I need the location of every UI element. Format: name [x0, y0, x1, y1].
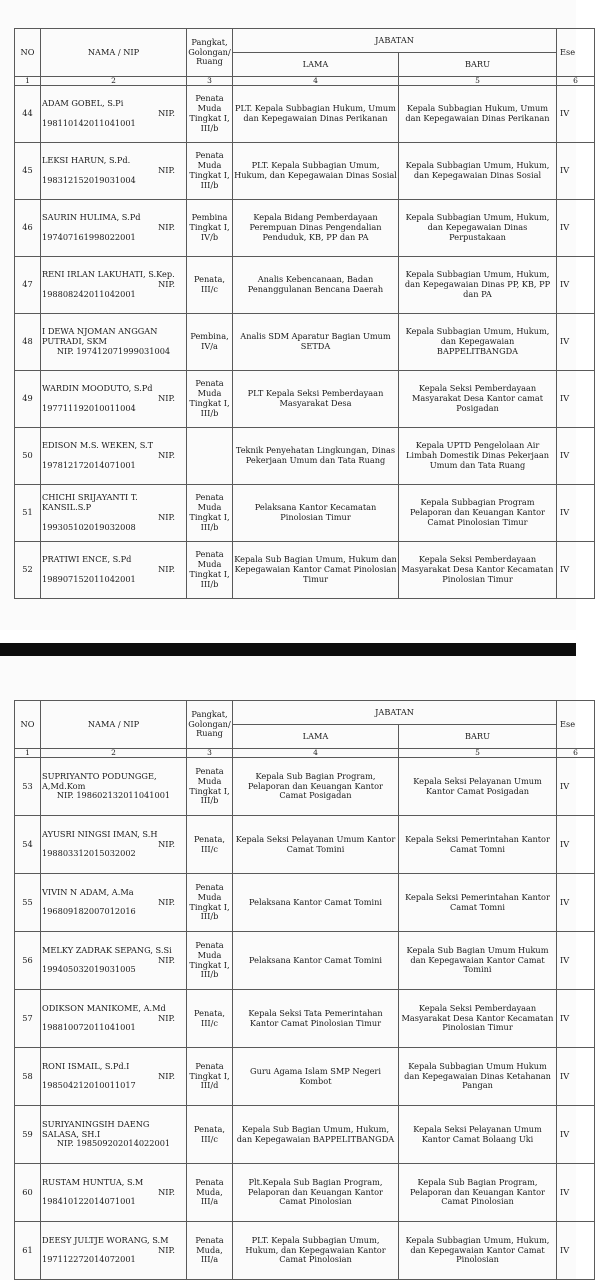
eselon-cell: IV: [557, 874, 595, 932]
old-position-cell: Pelaksana Kantor Kecamatan Pinolosian Timur: [233, 485, 399, 542]
header-no: NO: [15, 29, 41, 77]
old-position-cell: Kepala Sub Bagian Umum, Hukum dan Kepegawaian Kantor Camat Pinolosian Timur: [233, 542, 399, 599]
header-nama-nip: NAMA / NIP: [41, 29, 187, 77]
rank-cell: Penata Muda Tingkat I, III/b: [187, 542, 233, 599]
column-number: 6: [557, 749, 595, 758]
table-row: [15, 428, 595, 485]
eselon-cell: IV: [557, 485, 595, 542]
name-nip-cell: [41, 257, 187, 314]
table-body: [15, 758, 595, 1280]
nip-number: 199405032019031005: [42, 964, 136, 975]
eselon-cell: IV: [557, 542, 595, 599]
rank-cell: Penata, III/c: [187, 1106, 233, 1164]
row-number: 45: [15, 143, 41, 200]
nip-label: NIP.: [158, 512, 175, 522]
nip-label: NIP.: [158, 838, 175, 849]
nip-number: 198110142011041001: [42, 117, 136, 128]
table-row: [15, 143, 595, 200]
table-row: [15, 990, 595, 1048]
rank-cell: Penata Muda Tingkat I, III/b: [187, 143, 233, 200]
new-position-cell: Kepala Seksi Pemerintahan Kantor Camat Tomni: [399, 874, 557, 932]
name-nip-cell: [41, 1048, 187, 1106]
table-row: [15, 758, 595, 816]
eselon-cell: IV: [557, 1222, 595, 1280]
column-number: 1: [15, 749, 41, 758]
name-nip-cell: [41, 874, 187, 932]
new-position-cell: Kepala Sub Bagian Umum Hukum dan Kepegawaian Kantor Camat Tomini: [399, 932, 557, 990]
nip-number: 197112272014072001: [42, 1254, 136, 1265]
old-position-cell: Pelaksana Kantor Camat Tomini: [233, 874, 399, 932]
row-number: 55: [15, 874, 41, 932]
table-row: [15, 314, 595, 371]
new-position-cell: Kepala Subbagian Hukum, Umum dan Kepegawaian Dinas Perikanan: [399, 86, 557, 143]
header-eselon: Ese: [557, 29, 595, 77]
nip-label: NIP. 197412071999031004: [56, 345, 171, 356]
nip-label: NIP.: [158, 564, 175, 575]
header-baru: BARU: [399, 725, 557, 749]
new-position-cell: Kepala Subbagian Umum Hukum dan Kepegawaian Dinas Ketahanan Pangan: [399, 1048, 557, 1106]
nip-label: NIP.: [158, 165, 175, 176]
old-position-cell: PLT. Kepala Subbagian Umum, Hukum, dan Kepegawaian Kantor Camat Pinolosian: [233, 1222, 399, 1280]
nip-number: 198808242011042001: [42, 288, 136, 299]
nip-label: NIP.: [158, 1244, 175, 1255]
eselon-cell: IV: [557, 816, 595, 874]
rank-cell: Penata Muda Tingkat I, III/b: [187, 874, 233, 932]
header-lama: LAMA: [233, 53, 399, 77]
employee-name: ADAM GOBEL, S.Pi: [42, 98, 124, 109]
header-pangkat: Pangkat, Golongan/ Ruang: [187, 701, 233, 749]
table-row: [15, 1048, 595, 1106]
employee-name: PRATIWI ENCE, S.Pd: [42, 554, 132, 565]
table-row: [15, 485, 595, 542]
header-baru: BARU: [399, 53, 557, 77]
employee-name: ODIKSON MANIKOME, A.Md: [42, 1002, 166, 1013]
header-lama: LAMA: [233, 725, 399, 749]
rank-cell: Penata, III/c: [187, 990, 233, 1048]
row-number: 56: [15, 932, 41, 990]
eselon-cell: IV: [557, 257, 595, 314]
column-number: 6: [557, 77, 595, 86]
table-row: [15, 371, 595, 428]
personnel-table: [14, 28, 595, 599]
employee-name: RUSTAM HUNTUA, S.M: [42, 1176, 144, 1187]
header-jabatan: JABATAN: [233, 29, 557, 53]
nip-label: NIP.: [158, 1012, 175, 1023]
old-position-cell: PLT Kepala Seksi Pemberdayaan Masyarakat Desa: [233, 371, 399, 428]
rank-cell: Penata Muda, III/a: [187, 1164, 233, 1222]
employee-name: DEESY JULTJE WORANG, S.M: [42, 1234, 169, 1245]
eselon-cell: IV: [557, 1106, 595, 1164]
nip-number: 198810072011041001: [42, 1022, 136, 1033]
employee-name: SURIYANINGSIH DAENG SALASA, SH.I: [42, 1118, 150, 1139]
eselon-cell: IV: [557, 990, 595, 1048]
row-number: 58: [15, 1048, 41, 1106]
employee-name: CHICHI SRIJAYANTI T. KANSIL.S.P: [42, 492, 138, 513]
nip-number: 198312152019031004: [42, 174, 136, 185]
new-position-cell: Kepala Seksi Pelayanan Umum Kantor Camat Bolaang Uki: [399, 1106, 557, 1164]
eselon-cell: IV: [557, 200, 595, 257]
old-position-cell: Analis SDM Aparatur Bagian Umum SETDA: [233, 314, 399, 371]
nip-number: 198504212010011017: [42, 1080, 136, 1091]
column-number: 5: [399, 77, 557, 86]
table-header: [15, 29, 595, 86]
new-position-cell: Kepala Seksi Pemberdayaan Masyarakat Desa Kantor camat Posigadan: [399, 371, 557, 428]
new-position-cell: Kepala Subbagian Umum, Hukum, dan Kepegawaian BAPPELITBANGDA: [399, 314, 557, 371]
employee-name: SUPRIYANTO PODUNGGE, A,Md.Kom: [42, 770, 157, 791]
row-number: 52: [15, 542, 41, 599]
header-eselon: Ese: [557, 701, 595, 749]
nip-number: 196809182007012016: [42, 906, 136, 917]
column-number: 3: [187, 77, 233, 86]
row-number: 49: [15, 371, 41, 428]
employee-name: MELKY ZADRAK SEPANG, S.Si: [42, 944, 172, 955]
rank-cell: Penata Muda Tingkat I, III/b: [187, 86, 233, 143]
column-number: 1: [15, 77, 41, 86]
old-position-cell: Analis Kebencanaan, Badan Penanggulanan Bencana Daerah: [233, 257, 399, 314]
table-header: [15, 701, 595, 758]
new-position-cell: Kepala Subbagian Umum, Hukum, dan Kepegawaian Dinas PP, KB, PP dan PA: [399, 257, 557, 314]
old-position-cell: Pelaksana Kantor Camat Tomini: [233, 932, 399, 990]
old-position-cell: Plt.Kepala Sub Bagian Program, Pelaporan dan Keuangan Kantor Camat Pinolosian: [233, 1164, 399, 1222]
column-number: 4: [233, 749, 399, 758]
eselon-cell: IV: [557, 86, 595, 143]
nip-number: 197812172014071001: [42, 459, 136, 470]
eselon-cell: IV: [557, 428, 595, 485]
eselon-cell: IV: [557, 371, 595, 428]
table-row: [15, 542, 595, 599]
row-number: 54: [15, 816, 41, 874]
page-divider: [0, 643, 576, 656]
nip-label: NIP.: [158, 108, 175, 119]
old-position-cell: PLT. Kepala Subbagian Hukum, Umum dan Kepegawaian Dinas Perikanan: [233, 86, 399, 143]
employee-name: RONI ISMAIL, S.Pd.I: [42, 1060, 130, 1071]
eselon-cell: IV: [557, 1164, 595, 1222]
name-nip-cell: [41, 542, 187, 599]
name-nip-cell: [41, 1164, 187, 1222]
row-number: 48: [15, 314, 41, 371]
row-number: 47: [15, 257, 41, 314]
new-position-cell: Kepala Subbagian Program Pelaporan dan Keuangan Kantor Camat Pinolosian Timur: [399, 485, 557, 542]
old-position-cell: Kepala Seksi Tata Pemerintahan Kantor Camat Pinolosian Timur: [233, 990, 399, 1048]
name-nip-cell: [41, 428, 187, 485]
employee-name: SAURIN HULIMA, S.Pd: [42, 212, 141, 223]
document-page-1: [0, 0, 576, 630]
name-nip-cell: [41, 816, 187, 874]
new-position-cell: Kepala Seksi Pemerintahan Kantor Camat Tomni: [399, 816, 557, 874]
document-page-2: [0, 656, 576, 1280]
table-row: [15, 200, 595, 257]
new-position-cell: Kepala UPTD Pengelolaan Air Limbah Domestik Dinas Pekerjaan Umum dan Tata Ruang: [399, 428, 557, 485]
rank-cell: Penata Muda Tingkat I, III/b: [187, 758, 233, 816]
employee-name: AYUSRI NINGSI IMAN, S.H: [42, 828, 158, 839]
table-row: [15, 1164, 595, 1222]
nip-label: NIP. 198509202014022001: [56, 1138, 171, 1149]
rank-cell: Penata Muda Tingkat I, III/b: [187, 485, 233, 542]
nip-label: NIP.: [158, 393, 175, 404]
rank-cell: Penata Muda Tingkat I, III/b: [187, 932, 233, 990]
old-position-cell: Kepala Bidang Pemberdayaan Perempuan Dinas Pengendalian Penduduk, KB, PP dan PA: [233, 200, 399, 257]
new-position-cell: Kepala Subbagian Umum, Hukum, dan Kepegawaian Dinas Sosial: [399, 143, 557, 200]
row-number: 50: [15, 428, 41, 485]
table-row: [15, 932, 595, 990]
rank-cell: Penata Muda Tingkat I, III/b: [187, 371, 233, 428]
eselon-cell: IV: [557, 314, 595, 371]
rank-cell: Penata Muda, III/a: [187, 1222, 233, 1280]
nip-label: NIP.: [158, 279, 175, 290]
row-number: 61: [15, 1222, 41, 1280]
name-nip-cell: [41, 200, 187, 257]
rank-cell: Penata, III/c: [187, 816, 233, 874]
new-position-cell: Kepala Seksi Pemberdayaan Masyarakat Desa Kantor Kecamatan Pinolosian Timur: [399, 990, 557, 1048]
column-number: 2: [41, 749, 187, 758]
name-nip-cell: [41, 86, 187, 143]
new-position-cell: Kepala Subbagian Umum, Hukum, dan Kepegawaian Dinas Perpustakaan: [399, 200, 557, 257]
new-position-cell: Kepala Sub Bagian Program, Pelaporan dan Keuangan Kantor Camat Pinolosian: [399, 1164, 557, 1222]
employee-name: I DEWA NJOMAN ANGGAN PUTRADI, SKM: [42, 326, 158, 347]
table-row: [15, 816, 595, 874]
table-row: [15, 1222, 595, 1280]
employee-name: LEKSI HARUN, S.Pd.: [42, 155, 131, 166]
nip-number: 197407161998022001: [42, 231, 136, 242]
eselon-cell: IV: [557, 1048, 595, 1106]
name-nip-cell: [41, 990, 187, 1048]
row-number: 44: [15, 86, 41, 143]
employee-name: WARDIN MOODUTO, S.Pd: [42, 383, 153, 394]
name-nip-cell: [41, 758, 187, 816]
nip-label: NIP.: [158, 450, 175, 461]
nip-number: 198907152011042001: [42, 573, 136, 584]
rank-cell: [187, 428, 233, 485]
row-number: 59: [15, 1106, 41, 1164]
rank-cell: Penata Tingkat I, III/d: [187, 1048, 233, 1106]
nip-label: NIP.: [158, 954, 175, 965]
nip-label: NIP. 198602132011041001: [56, 790, 171, 801]
eselon-cell: IV: [557, 758, 595, 816]
old-position-cell: Teknik Penyehatan Lingkungan, Dinas Pekerjaan Umum dan Tata Ruang: [233, 428, 399, 485]
header-nama-nip: NAMA / NIP: [41, 701, 187, 749]
old-position-cell: Kepala Seksi Pelayanan Umum Kantor Camat Tomini: [233, 816, 399, 874]
name-nip-cell: [41, 1106, 187, 1164]
employee-name: VIVIN N ADAM, A.Ma: [42, 886, 134, 897]
name-nip-cell: [41, 314, 187, 371]
nip-number: 198803312015032002: [42, 848, 136, 859]
rank-cell: Pembina Tingkat I, IV/b: [187, 200, 233, 257]
nip-number: 199305102019032008: [42, 521, 136, 532]
name-nip-cell: [41, 371, 187, 428]
nip-label: NIP.: [158, 222, 175, 233]
row-number: 53: [15, 758, 41, 816]
eselon-cell: IV: [557, 932, 595, 990]
header-jabatan: JABATAN: [233, 701, 557, 725]
nip-number: 198410122014071001: [42, 1196, 136, 1207]
row-number: 46: [15, 200, 41, 257]
header-pangkat: Pangkat, Golongan/ Ruang: [187, 29, 233, 77]
new-position-cell: Kepala Seksi Pemberdayaan Masyarakat Desa Kantor Kecamatan Pinolosian Timur: [399, 542, 557, 599]
personnel-table: [14, 700, 595, 1280]
nip-label: NIP.: [158, 1186, 175, 1197]
column-number: 5: [399, 749, 557, 758]
old-position-cell: Kepala Sub Bagian Umum, Hukum, dan Kepegawaian BAPPELITBANGDA: [233, 1106, 399, 1164]
table-row: [15, 874, 595, 932]
employee-name: RENI IRLAN LAKUHATI, S.Kep.: [42, 269, 175, 280]
table-row: [15, 257, 595, 314]
name-nip-cell: [41, 1222, 187, 1280]
new-position-cell: Kepala Subbagian Umum, Hukum, dan Kepegawaian Kantor Camat Pinolosian: [399, 1222, 557, 1280]
new-position-cell: Kepala Seksi Pelayanan Umum Kantor Camat Posigadan: [399, 758, 557, 816]
old-position-cell: Guru Agama Islam SMP Negeri Kombot: [233, 1048, 399, 1106]
nip-label: NIP.: [158, 1070, 175, 1081]
old-position-cell: PLT. Kepala Subbagian Umum, Hukum, dan Kepegawaian Dinas Sosial: [233, 143, 399, 200]
row-number: 51: [15, 485, 41, 542]
employee-name: EDISON M.S. WEKEN, S.T: [42, 440, 154, 451]
nip-number: 197711192010011004: [42, 402, 136, 413]
row-number: 60: [15, 1164, 41, 1222]
column-number: 4: [233, 77, 399, 86]
row-number: 57: [15, 990, 41, 1048]
table-row: [15, 86, 595, 143]
nip-label: NIP.: [158, 896, 175, 907]
eselon-cell: IV: [557, 143, 595, 200]
table-body: [15, 86, 595, 599]
header-no: NO: [15, 701, 41, 749]
rank-cell: Penata, III/c: [187, 257, 233, 314]
name-nip-cell: [41, 485, 187, 542]
name-nip-cell: [41, 143, 187, 200]
old-position-cell: Kepala Sub Bagian Program, Pelaporan dan Keuangan Kantor Camat Posigadan: [233, 758, 399, 816]
column-number: 3: [187, 749, 233, 758]
name-nip-cell: [41, 932, 187, 990]
column-number: 2: [41, 77, 187, 86]
rank-cell: Pembina, IV/a: [187, 314, 233, 371]
table-row: [15, 1106, 595, 1164]
